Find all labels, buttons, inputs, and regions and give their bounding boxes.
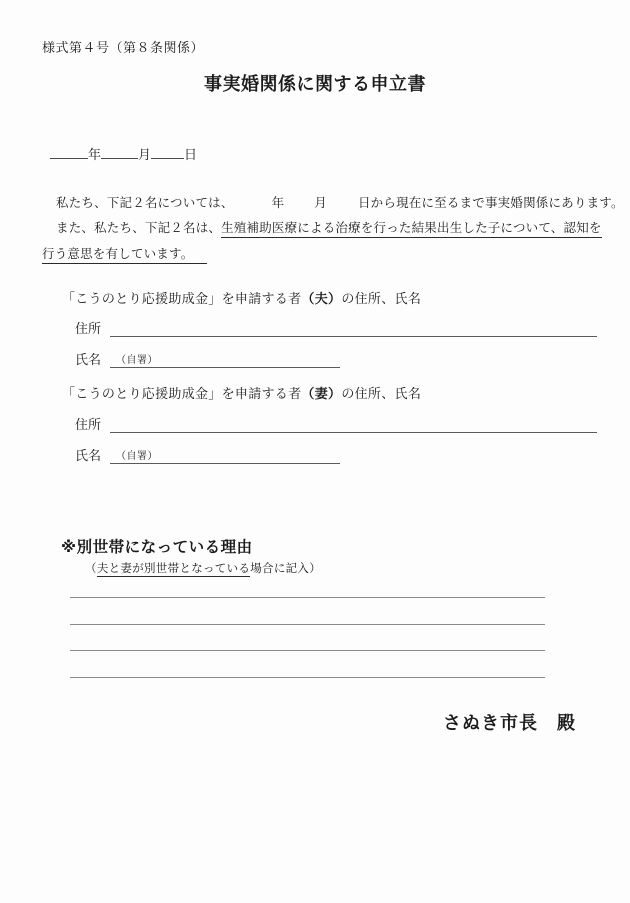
husband-signature-note: （自署） xyxy=(116,355,159,366)
husband-name-label: 氏名 xyxy=(75,352,102,367)
wife-signature-note: （自署） xyxy=(116,451,159,462)
statement-line2-underlined: 生殖補助医療による治療を行った結果出生した子について、認知を xyxy=(221,221,602,238)
wife-address-row xyxy=(75,416,597,433)
statement-paragraph xyxy=(42,191,624,267)
statement-line1-text: 私たち、下記２名については、 xyxy=(56,196,234,210)
date-year-label: 年 xyxy=(88,147,102,162)
statement-line2-plain: また、私たち、下記２名は、 xyxy=(56,221,222,236)
reason-line-4 xyxy=(70,651,545,677)
statement-line-2 xyxy=(42,216,608,241)
form-number: 様式第４号（第８条関係） xyxy=(42,40,205,55)
husband-name-row xyxy=(75,351,340,368)
wife-address-field xyxy=(110,416,597,433)
applicant-wife-heading-before: 「こうのとり応援助成金」を申請する者 xyxy=(62,386,302,401)
document-title: 事実婚関係に関する申立書 xyxy=(204,74,426,94)
statement-line-1 xyxy=(42,191,624,216)
husband-name-field xyxy=(110,351,340,368)
date-month-blank xyxy=(101,144,138,159)
wife-name-row xyxy=(75,447,340,464)
date-month-label: 月 xyxy=(138,147,152,162)
separate-household-heading: ※別世帯になっている理由 xyxy=(61,539,253,556)
date-line xyxy=(50,144,197,163)
applicant-husband-heading-after: の住所、氏名 xyxy=(341,291,422,306)
husband-address-row xyxy=(75,320,597,337)
date-year-blank xyxy=(50,144,88,159)
wife-name-field xyxy=(110,447,340,464)
wife-name-label: 氏名 xyxy=(75,448,102,463)
applicant-husband-heading-before: 「こうのとり応援助成金」を申請する者 xyxy=(62,291,302,306)
date-day-label: 日 xyxy=(184,147,198,162)
note-prefix: （ xyxy=(85,563,97,575)
note-suffix: 場合に記入） xyxy=(250,563,322,575)
reason-line-3 xyxy=(70,625,545,651)
statement-line1-tail: 日から現在に至るまで事実婚関係にあります。 xyxy=(357,196,624,210)
wife-address-label: 住所 xyxy=(75,417,102,432)
applicant-husband-heading xyxy=(62,288,421,307)
applicant-wife-heading xyxy=(62,383,421,402)
statement-month-label: 月 xyxy=(314,196,327,210)
applicant-wife-role: （妻） xyxy=(301,386,342,401)
statement-line3-underlined: 行う意思を有しています。 xyxy=(42,247,207,264)
reason-line-1 xyxy=(70,572,545,598)
applicant-husband-role: （夫） xyxy=(301,291,342,306)
date-day-blank xyxy=(151,144,184,159)
reason-line-2 xyxy=(70,598,545,624)
applicant-wife-heading-after: の住所、氏名 xyxy=(341,386,422,401)
note-underlined: 夫と妻が別世帯となっている xyxy=(96,563,251,575)
statement-year-label: 年 xyxy=(271,196,285,210)
statement-line-3 xyxy=(42,242,608,267)
reason-write-in-lines xyxy=(70,572,545,678)
addressee: さぬき市長 殿 xyxy=(443,713,576,733)
husband-address-label: 住所 xyxy=(75,321,102,336)
husband-address-field xyxy=(110,320,597,337)
